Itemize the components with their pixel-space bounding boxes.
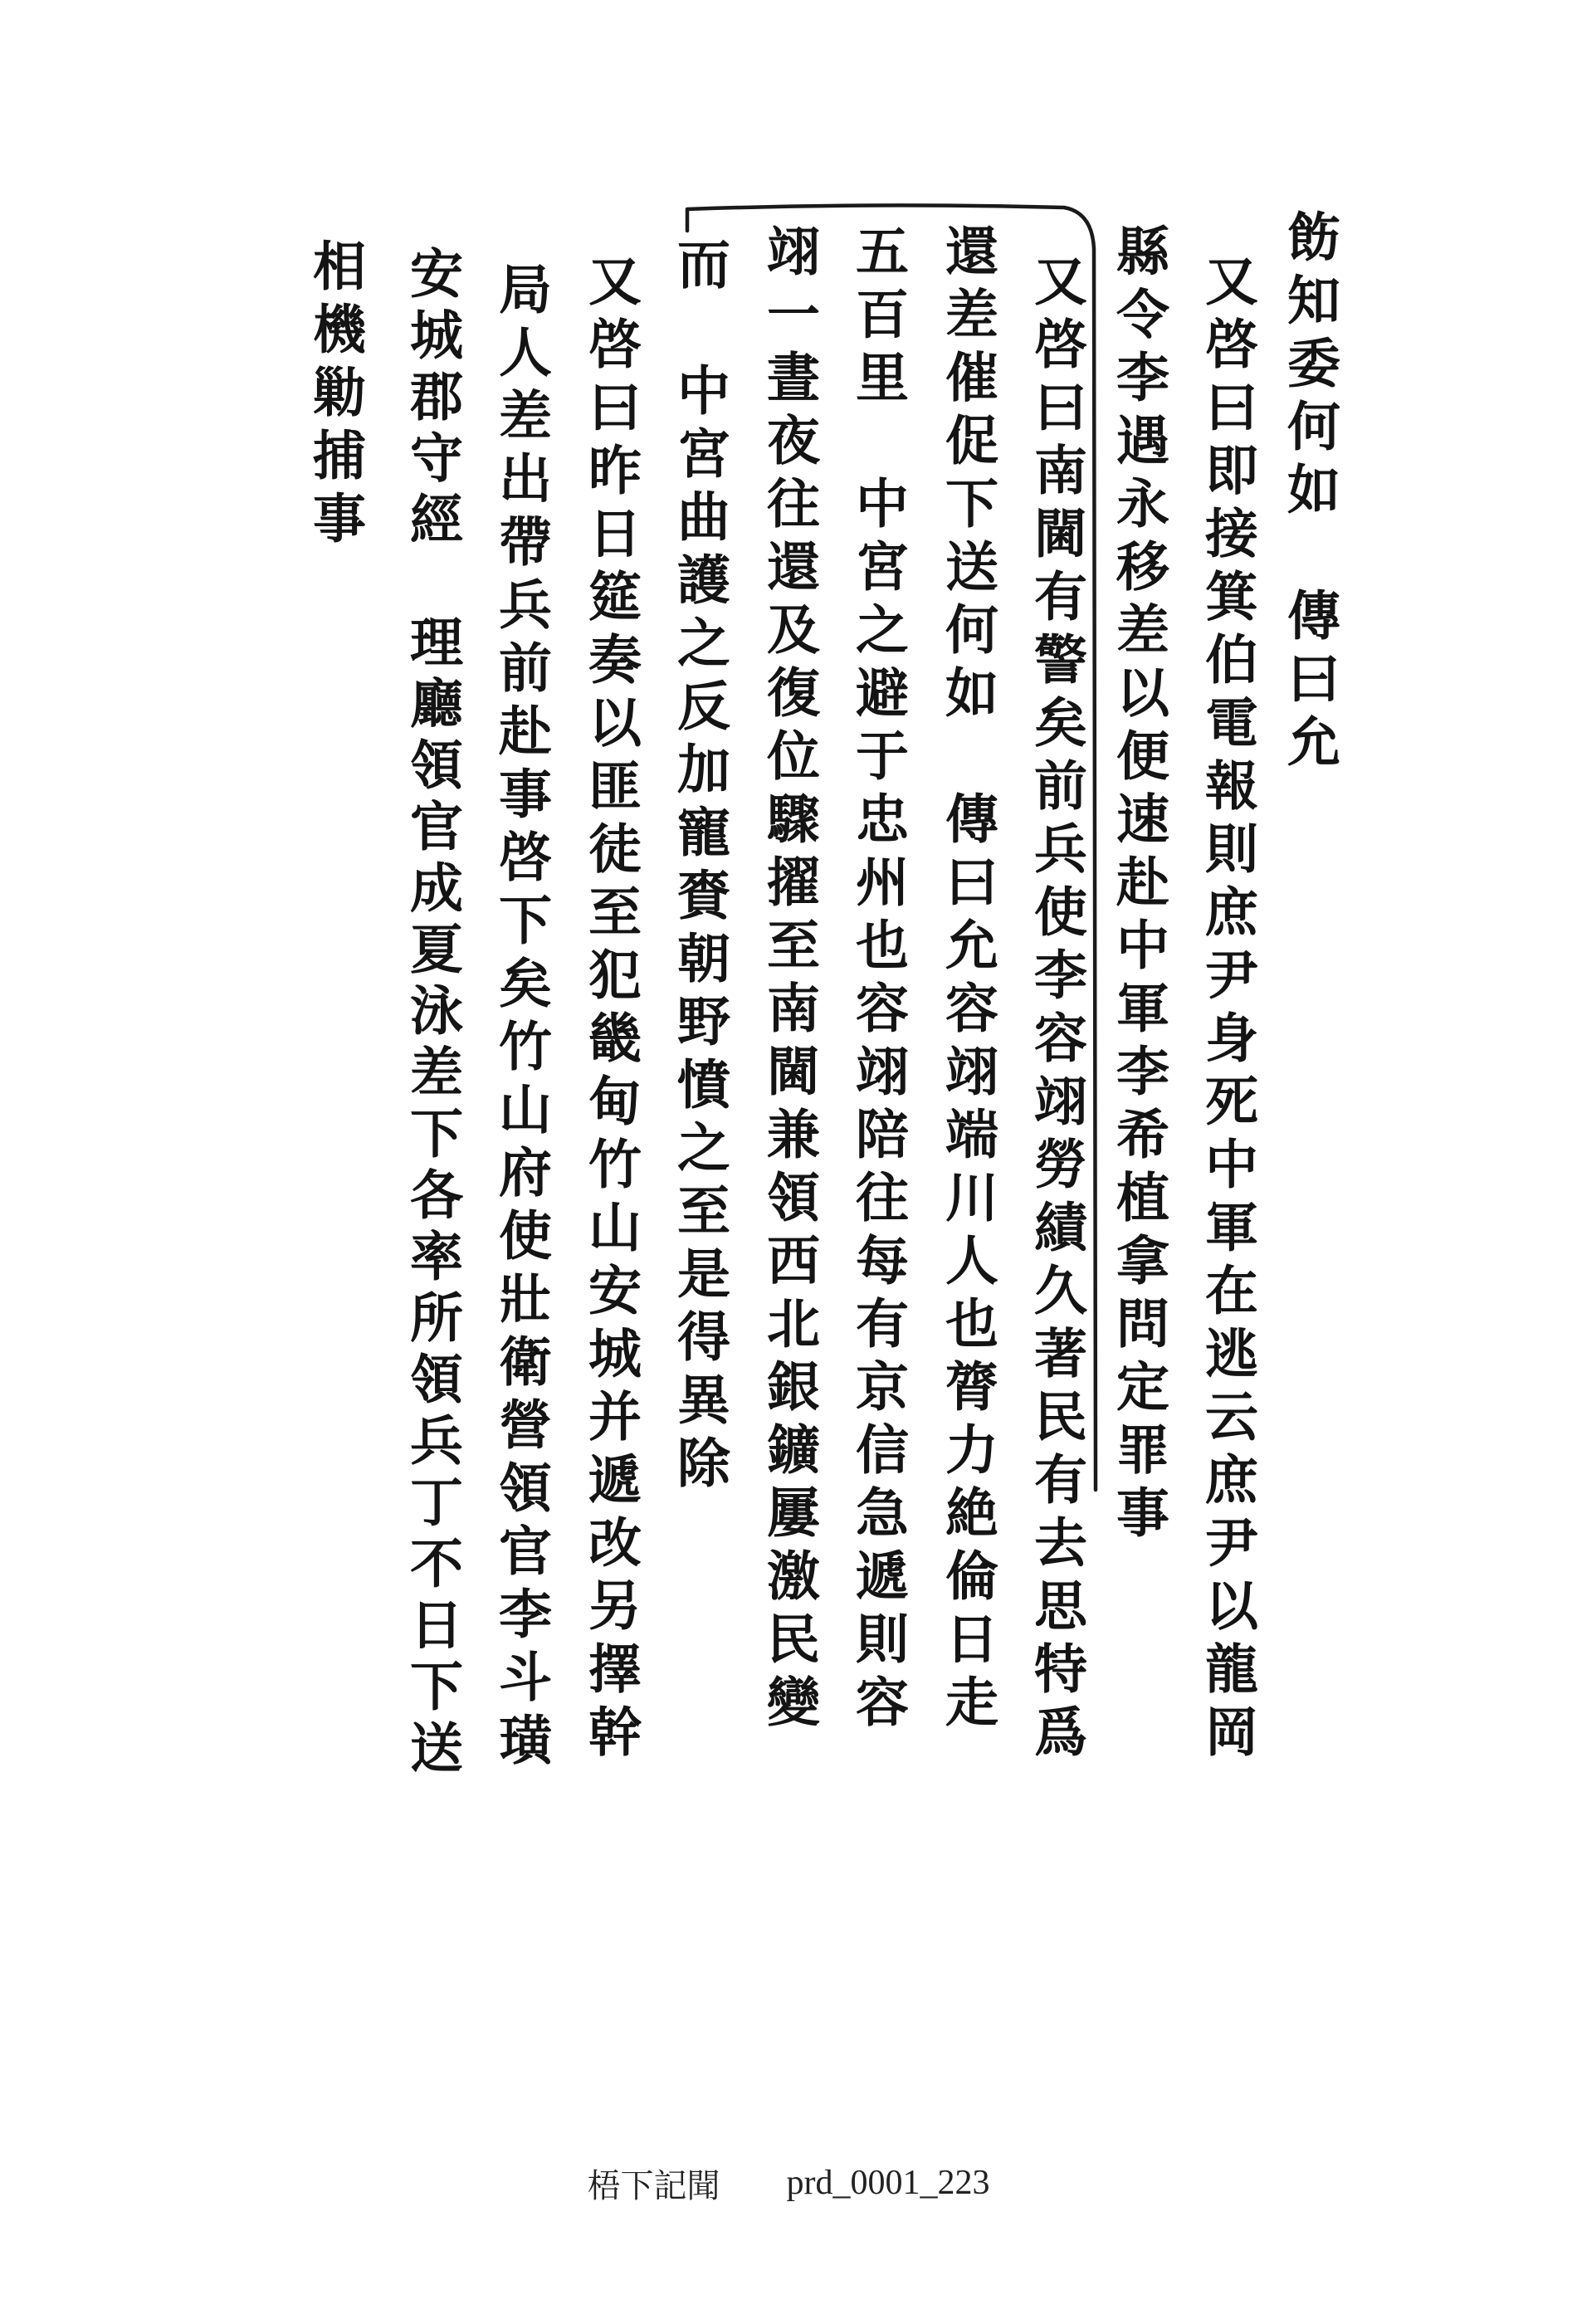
text-column: 五百里 中宮之避于忠州也容翊陪往每有京信急遞則容 — [847, 223, 909, 1737]
text-column: 又啓曰昨日筵奏以匪徒至犯畿甸竹山安城并遞改另擇幹 — [579, 253, 642, 1767]
text-column: 翊一晝夜往還及復位驟擢至南閫兼領西北銀鑛屢激民變 — [758, 223, 820, 1737]
text-column: 飭知委何如 傳曰允 — [1278, 209, 1340, 777]
text-column: 安城郡守經 理廳領官成夏泳差下各率所領兵丁不日下送 — [401, 246, 463, 1781]
text-column: 局人差出帶兵前赴事啓下矣竹山府使壯衛營領官李斗璜 — [490, 261, 552, 1775]
page-id: prd_0001_223 — [786, 2164, 990, 2202]
text-column: 而 中宮曲護之反加寵賚朝野憤之至是得異除 — [668, 237, 730, 1498]
book-title: 梧下記聞 — [587, 2166, 720, 2205]
footer — [0, 2158, 1577, 2208]
text-column: 縣令李遇永移差以便速赴中軍李希植拿問定罪事 — [1107, 223, 1169, 1548]
text-column: 相機勦捕事 — [304, 238, 366, 554]
text-column: 又啓曰即接箕伯電報則庶尹身死中軍在逃云庶尹以龍岡 — [1196, 253, 1258, 1767]
text-column: 還差催促下送何如 傳曰允容翊端川人也膂力絶倫日走 — [936, 223, 998, 1737]
text-column: 又啓曰南閫有警矣前兵使李容翊勞績久著民有去思特爲 — [1025, 253, 1087, 1767]
